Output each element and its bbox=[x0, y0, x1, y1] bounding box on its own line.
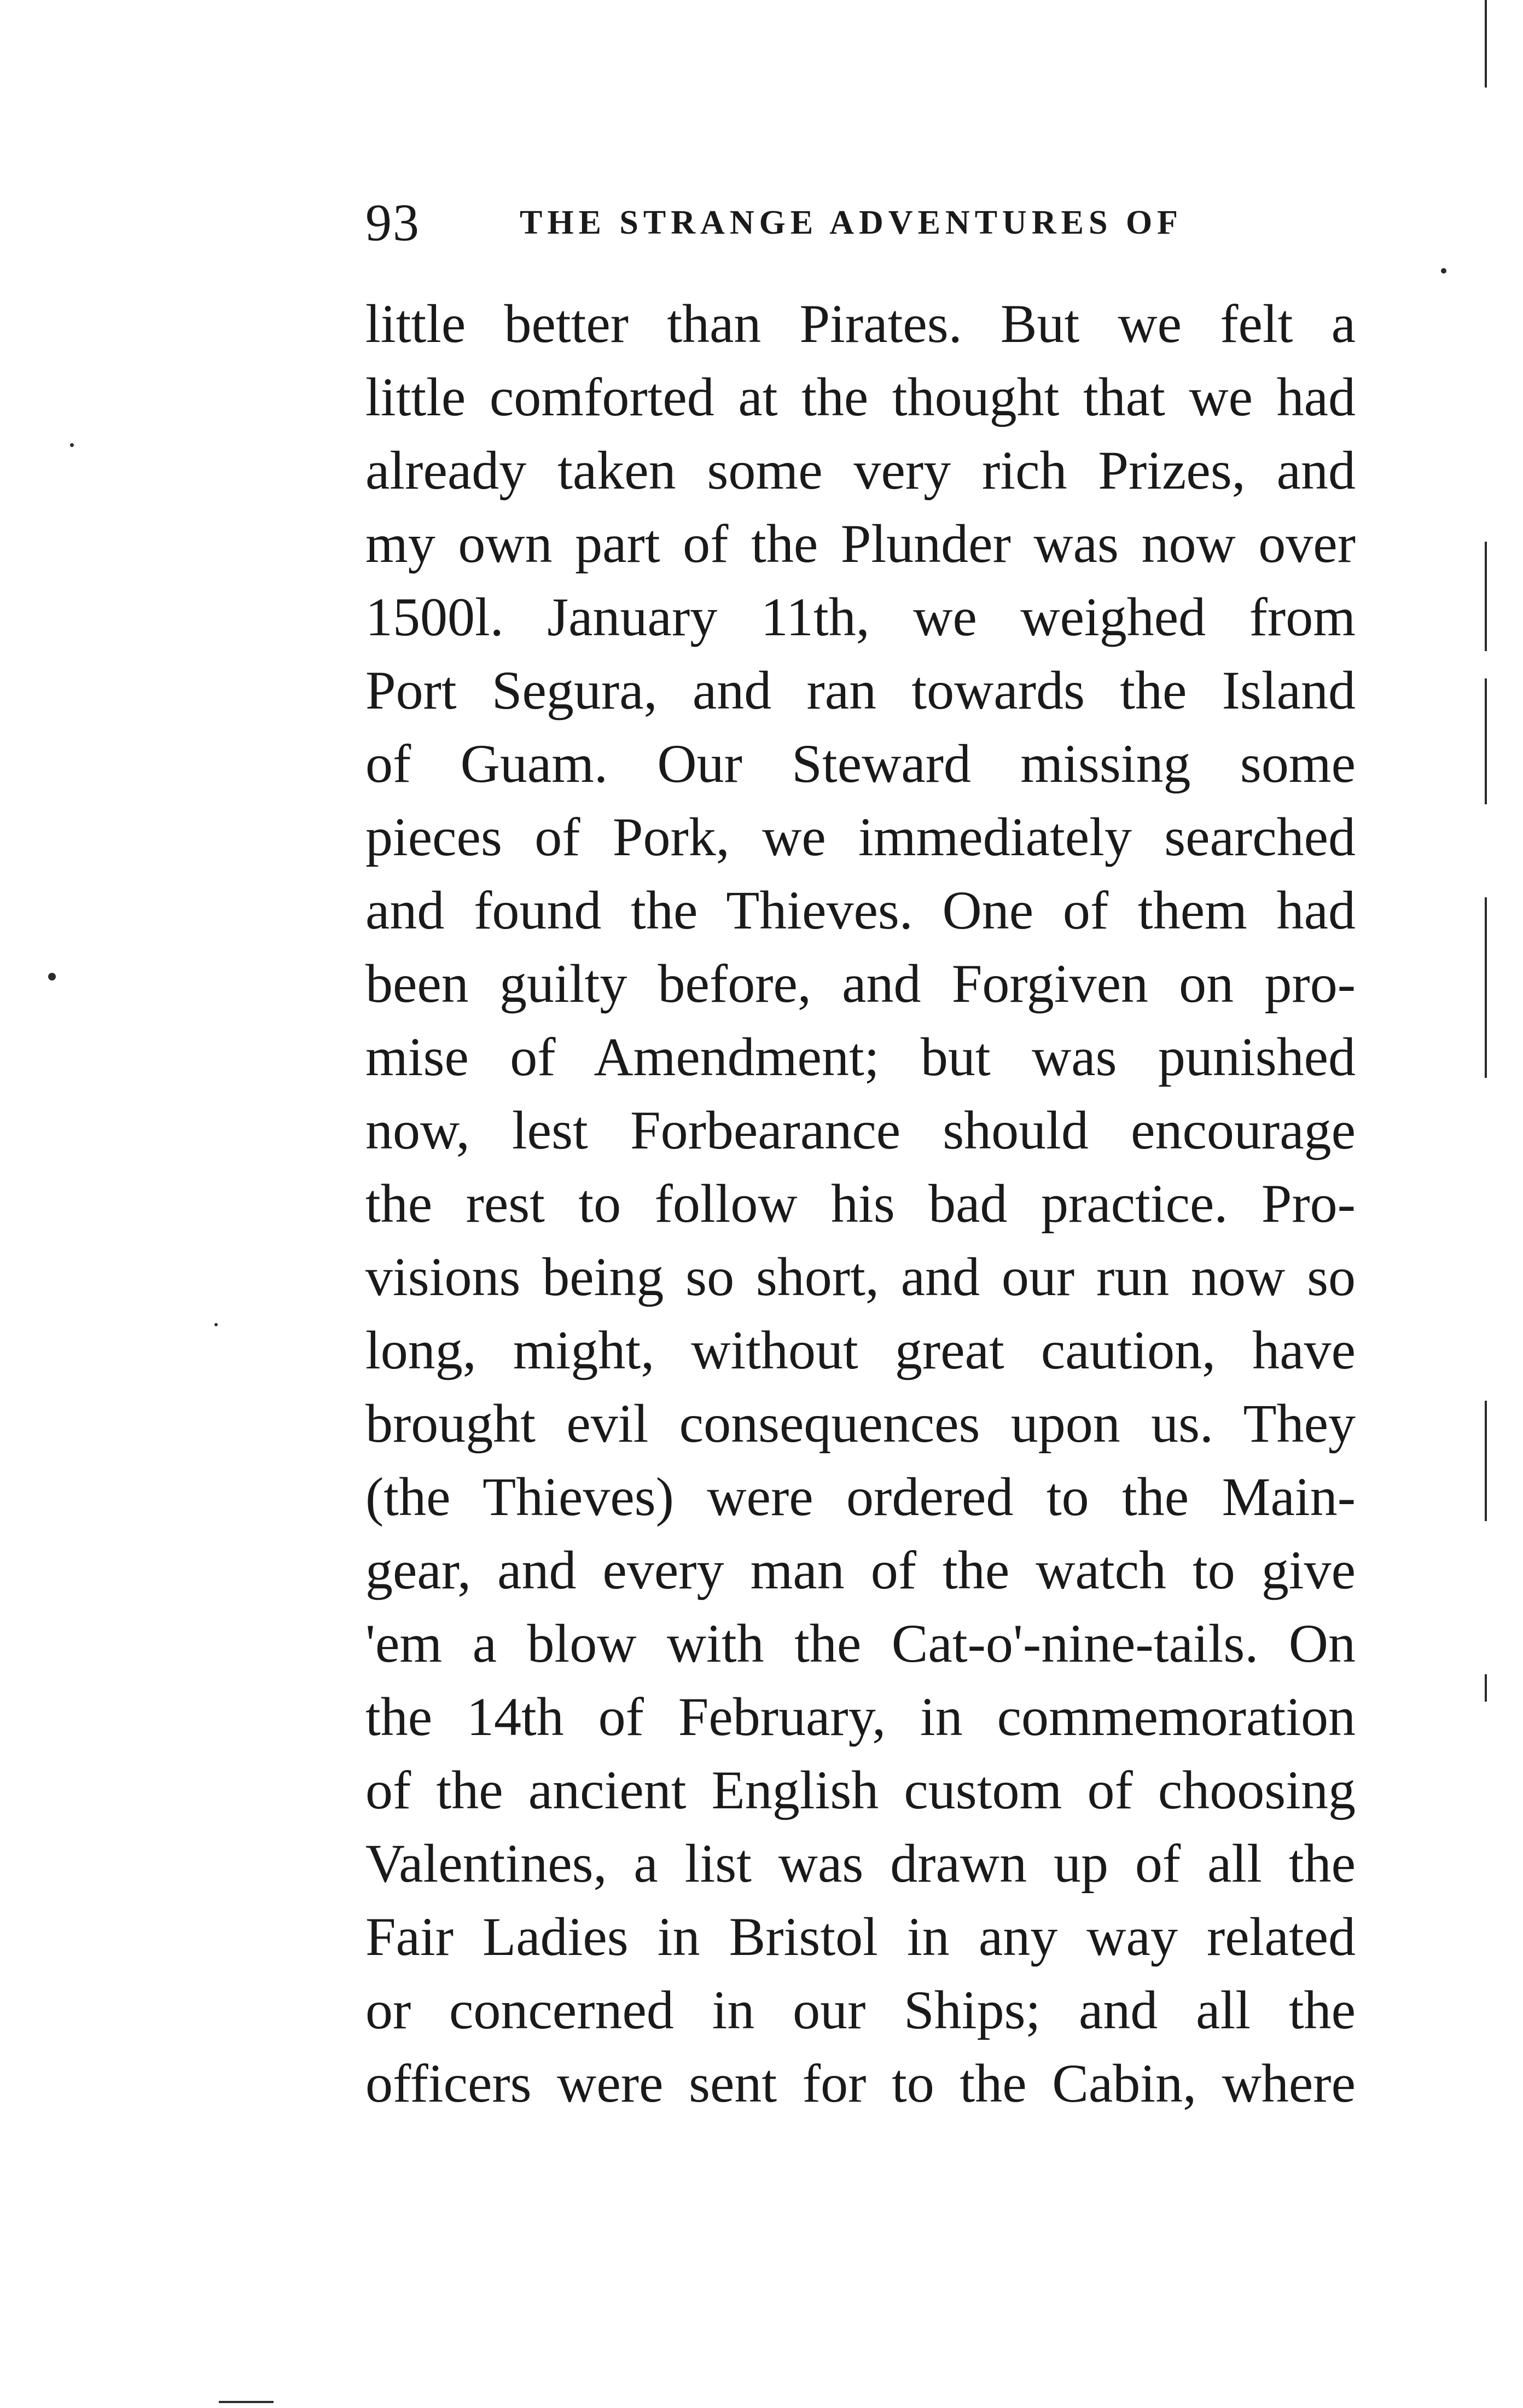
text-line: 'em a blow with the Cat-o'-nine-tails. On bbox=[365, 1613, 1356, 1674]
text-line: 1500l. January 11th, we weighed from bbox=[365, 587, 1356, 647]
scan-edge-line bbox=[1485, 0, 1487, 88]
text-line: pieces of Pork, we immediately searched bbox=[365, 806, 1356, 867]
page-number: 93 bbox=[365, 193, 420, 252]
scan-edge-line bbox=[1485, 897, 1487, 1078]
text-line: long, might, without great caution, have bbox=[365, 1320, 1356, 1380]
page-header bbox=[365, 193, 1361, 253]
text-line: and found the Thieves. One of them had bbox=[365, 880, 1356, 941]
text-line: my own part of the Plunder was now over bbox=[365, 513, 1356, 574]
text-line: mise of Amendment; but was punished bbox=[365, 1026, 1356, 1087]
scan-dot bbox=[214, 1323, 218, 1326]
text-line: been guilty before, and Forgiven on pro- bbox=[365, 953, 1356, 1014]
scan-dot bbox=[70, 443, 74, 447]
scan-edge-line bbox=[219, 2401, 274, 2403]
text-line: little better than Pirates. But we felt a bbox=[365, 293, 1356, 354]
scan-edge-line bbox=[1485, 678, 1487, 804]
text-line: Valentines, a list was drawn up of all the bbox=[365, 1833, 1356, 1894]
text-line: of Guam. Our Steward missing some bbox=[365, 733, 1356, 794]
text-line: (the Thieves) were ordered to the Main- bbox=[365, 1466, 1356, 1527]
text-line: officers were sent for to the Cabin, where bbox=[365, 2053, 1356, 2114]
scan-edge-line bbox=[1485, 1401, 1487, 1521]
text-line: the rest to follow his bad practice. Pro- bbox=[365, 1173, 1356, 1234]
scan-edge-line bbox=[1485, 542, 1487, 651]
text-line: Fair Ladies in Bristol in any way related bbox=[365, 1906, 1356, 1967]
scan-dot bbox=[1441, 268, 1446, 274]
running-head: THE STRANGE ADVENTURES OF bbox=[520, 204, 1183, 241]
scan-dot bbox=[48, 973, 56, 980]
scan-edge-line bbox=[1485, 1674, 1487, 1702]
text-line: little comforted at the thought that we had bbox=[365, 367, 1356, 427]
body-text bbox=[365, 287, 1356, 2120]
text-line: or concerned in our Ships; and all the bbox=[365, 1980, 1356, 2040]
text-line: of the ancient English custom of choosing bbox=[365, 1760, 1356, 1820]
text-line: brought evil consequences upon us. They bbox=[365, 1393, 1356, 1454]
text-line: already taken some very rich Prizes, and bbox=[365, 440, 1356, 501]
text-line: the 14th of February, in commemoration bbox=[365, 1686, 1356, 1747]
text-line: now, lest Forbearance should encourage bbox=[365, 1100, 1356, 1161]
text-line: visions being so short, and our run now so bbox=[365, 1246, 1356, 1307]
text-line: Port Segura, and ran towards the Island bbox=[365, 660, 1356, 721]
text-line: gear, and every man of the watch to give bbox=[365, 1540, 1356, 1600]
